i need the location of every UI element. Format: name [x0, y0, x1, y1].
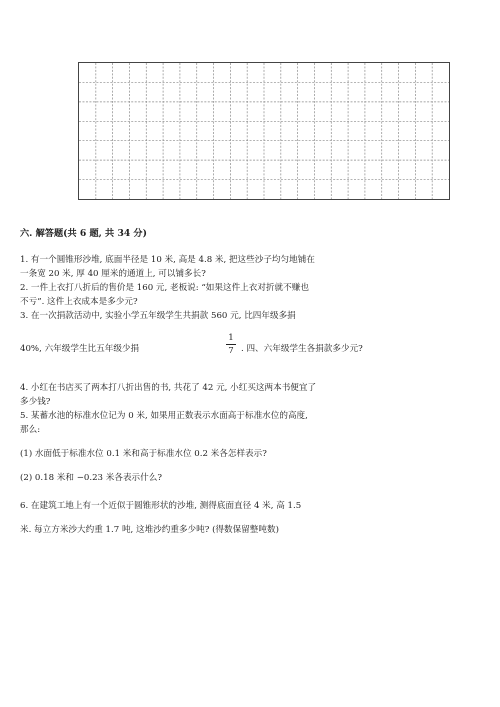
question-1-line-1: 1. 有一个圆锥形沙堆, 底面半径是 10 米, 高是 4.8 米, 把这些沙子均匀地铺在	[20, 255, 315, 265]
question-3-line-1: 3. 在一次捐款活动中, 实验小学五年级学生共捐款 560 元, 比四年级多捐	[20, 311, 296, 321]
grid-lines	[79, 63, 449, 199]
question-2-line-1: 2. 一件上衣打八折后的售价是 160 元, 老板说: “如果这件上衣对折就不赚也	[20, 283, 309, 293]
question-4-line-1: 4. 小红在书店买了两本打八折出售的书, 共花了 42 元, 小红买这两本书便宜了	[20, 383, 317, 393]
question-3-line-2b: . 四、六年级学生各捐款多少元?	[241, 344, 363, 354]
writing-grid	[78, 62, 450, 200]
question-5-sub-2: (2) 0.18 米和 −0.23 米各表示什么?	[20, 473, 162, 483]
fraction-numerator: 1	[228, 333, 234, 343]
fraction-bar	[226, 344, 236, 345]
section-title: 六. 解答题(共 6 题, 共 34 分)	[20, 228, 147, 239]
question-6-line-2: 米. 每立方米沙大约重 1.7 吨, 这堆沙约重多少吨? (得数保留整吨数)	[20, 525, 279, 535]
question-5-sub-1: (1) 水面低于标准水位 0.1 米和高于标准水位 0.2 米各怎样表示?	[20, 449, 267, 459]
fraction-one-seventh	[226, 333, 236, 356]
fraction-denominator: 7	[228, 346, 234, 356]
question-2-line-2: 不亏”. 这件上衣成本是多少元?	[20, 297, 138, 307]
question-4-line-2: 多少钱?	[20, 397, 51, 407]
question-6-line-1: 6. 在建筑工地上有一个近似于圆锥形状的沙堆, 测得底面直径 4 米, 高 1.5	[20, 501, 302, 511]
question-3-line-2a: 40%, 六年级学生比五年级少捐	[20, 344, 140, 354]
question-5-line-1: 5. 某蓄水池的标准水位记为 0 米, 如果用正数表示水面高于标准水位的高度,	[20, 411, 308, 421]
question-5-line-2: 那么:	[20, 425, 41, 435]
question-1-line-2: 一条宽 20 米, 厚 40 厘米的通道上, 可以铺多长?	[20, 269, 206, 279]
